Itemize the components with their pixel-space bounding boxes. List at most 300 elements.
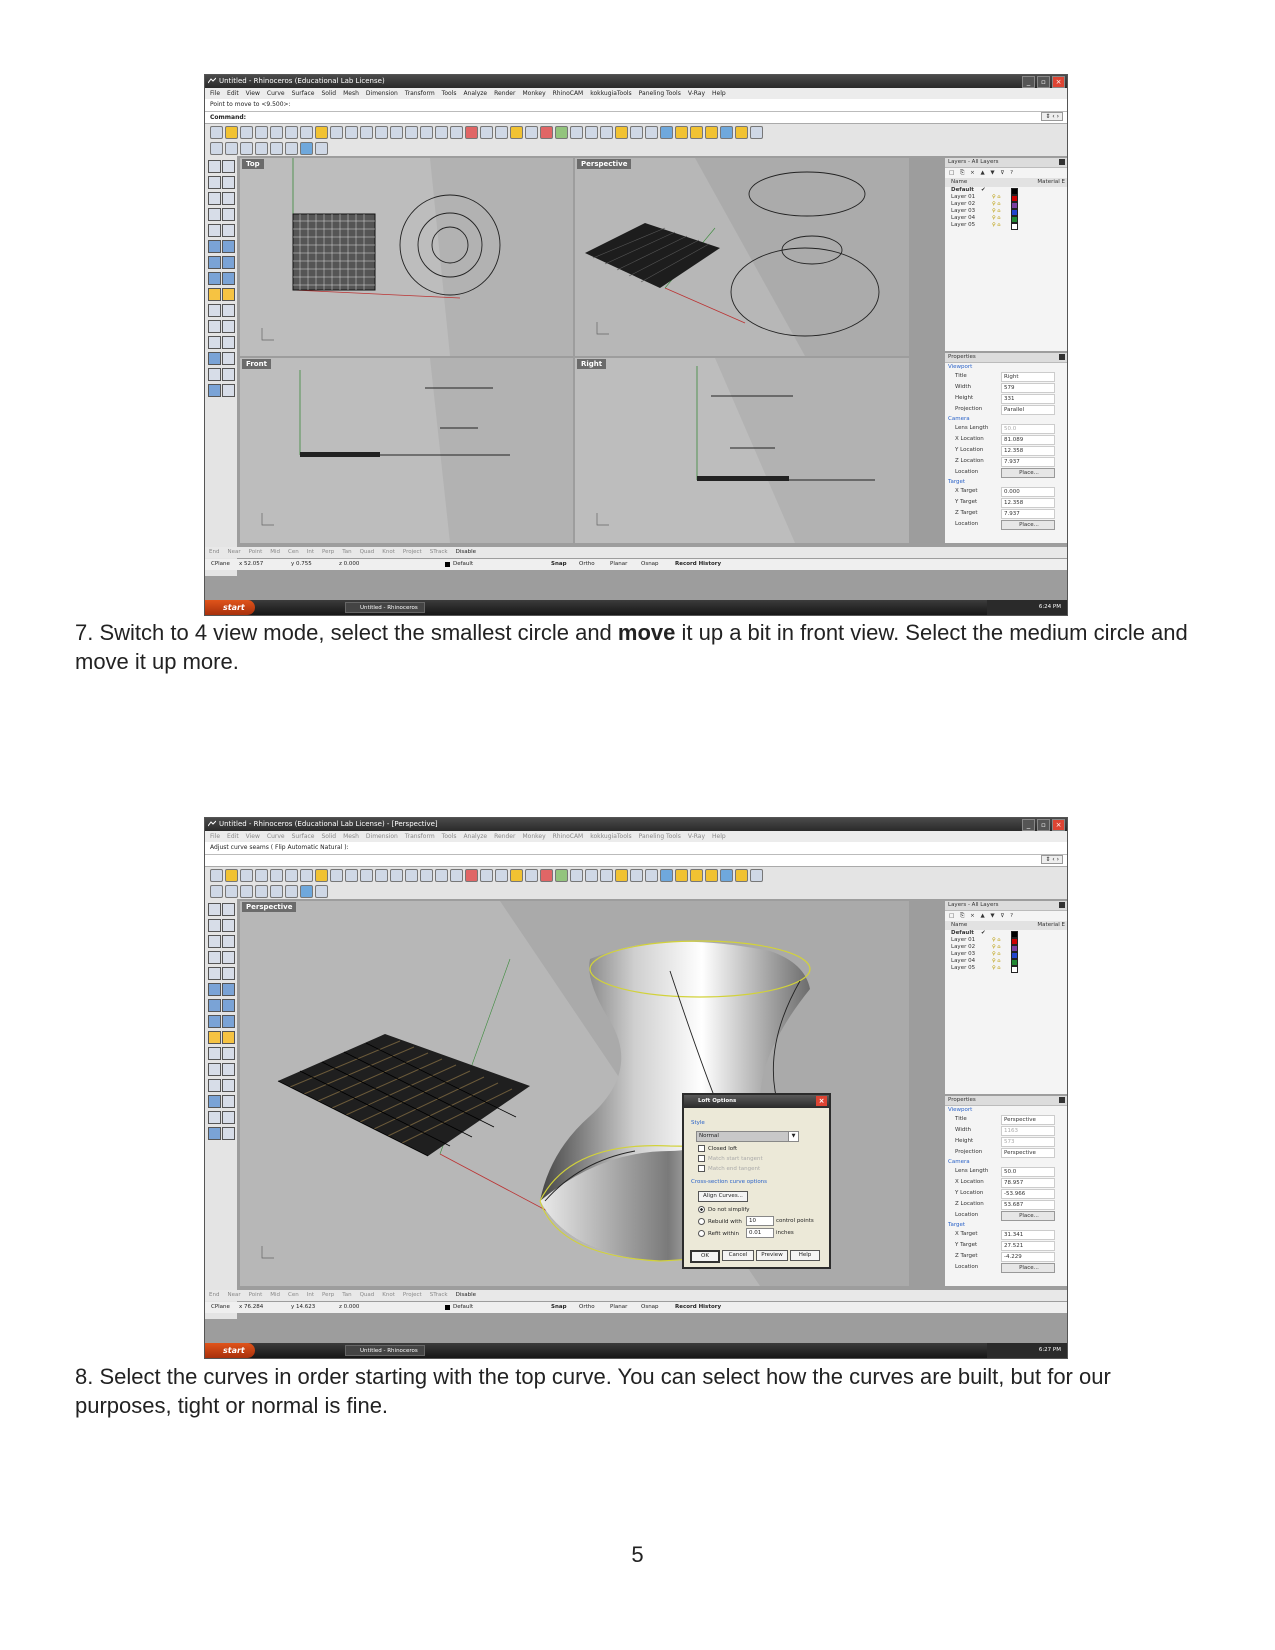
undo-view-icon[interactable] [435, 869, 448, 882]
viewport-title-top[interactable]: Top [242, 159, 264, 169]
property-value[interactable]: -53.966 [1001, 1189, 1055, 1199]
select-icon[interactable] [495, 126, 508, 139]
fillet-icon[interactable] [208, 1079, 221, 1092]
four-view-icon[interactable] [450, 869, 463, 882]
menu-item[interactable]: Solid [321, 833, 337, 840]
surface-icon[interactable] [208, 240, 221, 253]
color-icon[interactable] [555, 126, 568, 139]
arc-icon[interactable] [208, 967, 221, 980]
grid-icon[interactable] [240, 885, 253, 898]
group-icon[interactable] [222, 320, 235, 333]
property-value[interactable]: Right [1001, 372, 1055, 382]
select-arrow-icon[interactable] [208, 903, 221, 916]
import-icon[interactable] [270, 126, 283, 139]
layer-row[interactable] [945, 930, 1067, 937]
menu-item[interactable]: RhinoCAM [552, 90, 584, 97]
zoom-icon[interactable] [375, 126, 388, 139]
cplane-icon[interactable] [225, 142, 238, 155]
boolean-icon[interactable] [222, 272, 235, 285]
refit-tolerance-input[interactable]: 0.01 [746, 1228, 774, 1238]
osnap-option[interactable]: Knot [382, 1292, 395, 1298]
layer-color-swatch[interactable] [1011, 223, 1018, 230]
menu-item[interactable]: kokkugiaTools [590, 833, 632, 840]
menu-item[interactable]: File [210, 833, 221, 840]
menu-item[interactable]: Render [494, 833, 516, 840]
dialog-close-button[interactable]: × [816, 1096, 827, 1106]
lights-icon[interactable] [615, 869, 628, 882]
polyline-icon[interactable] [208, 176, 221, 189]
restore-button[interactable]: ▫ [1037, 819, 1050, 831]
zoom-selected-icon[interactable] [420, 126, 433, 139]
osnap-option[interactable]: Perp [322, 1292, 335, 1298]
zoom-window-icon[interactable] [390, 869, 403, 882]
ortho-toggle[interactable]: Ortho [579, 561, 595, 567]
paste-icon[interactable] [315, 869, 328, 882]
layer-row[interactable] [945, 937, 1067, 944]
property-value[interactable]: 331 [1001, 394, 1055, 404]
osnap-option[interactable]: Perp [322, 549, 335, 555]
new-file-icon[interactable] [210, 126, 223, 139]
menu-item[interactable]: V-Ray [687, 90, 706, 97]
rectangle-icon[interactable] [222, 208, 235, 221]
layer-row[interactable] [945, 951, 1067, 958]
set-cplane-icon[interactable] [465, 869, 478, 882]
fillet-icon[interactable] [208, 336, 221, 349]
light-bulb-icon[interactable]: ♀ ⌂ [992, 194, 1001, 200]
join-icon[interactable] [208, 1063, 221, 1076]
osnap-option[interactable]: End [209, 549, 220, 555]
select-icon[interactable] [495, 869, 508, 882]
viewport-title-right[interactable]: Right [577, 359, 606, 369]
ortho-icon[interactable] [270, 142, 283, 155]
planar-toggle[interactable]: Planar [610, 561, 628, 567]
viewport-properties-tab[interactable]: Viewport [948, 1107, 973, 1113]
help-icon[interactable] [660, 126, 673, 139]
place-target-button[interactable]: Place... [1001, 520, 1055, 530]
point-icon[interactable] [222, 903, 235, 916]
grid-snap-icon[interactable] [480, 869, 493, 882]
front-viewport[interactable] [240, 358, 573, 543]
layout-icon[interactable] [255, 142, 268, 155]
polygon-icon[interactable] [208, 951, 221, 964]
trim-icon[interactable] [208, 1047, 221, 1060]
zoom-window-icon[interactable] [390, 126, 403, 139]
light-bulb-icon[interactable]: ♀ ⌂ [992, 958, 1001, 964]
circle-icon[interactable] [208, 935, 221, 948]
osnap-option[interactable]: Cen [288, 1292, 299, 1298]
copy-icon[interactable] [300, 869, 313, 882]
pan-icon[interactable] [345, 869, 358, 882]
command-input[interactable] [205, 854, 1067, 866]
current-layer[interactable] [445, 1302, 473, 1313]
property-value[interactable]: 81.089 [1001, 435, 1055, 445]
property-value[interactable]: 50.0 [1001, 1167, 1055, 1177]
light-icon[interactable] [510, 869, 523, 882]
menu-item[interactable]: Help [712, 833, 726, 840]
ghosted-icon[interactable] [600, 869, 613, 882]
render-tools-icon[interactable] [222, 1127, 235, 1140]
menu-item[interactable]: Edit [227, 833, 239, 840]
offset-icon[interactable] [222, 336, 235, 349]
light-bulb-icon[interactable]: ♀ ⌂ [992, 951, 1001, 957]
fillet-curve-icon[interactable] [222, 967, 235, 980]
properties-icon[interactable] [645, 126, 658, 139]
osnap-option[interactable]: Mid [270, 549, 281, 555]
vray-light-icon[interactable] [735, 869, 748, 882]
menu-item[interactable]: Render [494, 90, 516, 97]
layer-toolbar[interactable]: □ ⎘ × ▲ ▼ ⊽ ? [949, 170, 1016, 176]
ellipse-icon[interactable] [222, 935, 235, 948]
layout-icon[interactable] [255, 885, 268, 898]
restore-button[interactable]: ▫ [1037, 76, 1050, 88]
osnap-toggle[interactable]: Osnap [641, 561, 659, 567]
layer-row[interactable] [945, 208, 1067, 215]
dimension-icon[interactable] [222, 1095, 235, 1108]
menu-item[interactable]: Tools [441, 90, 457, 97]
layer-row[interactable] [945, 222, 1067, 229]
menu-item[interactable]: Paneling Tools [638, 833, 681, 840]
planar-toggle[interactable]: Planar [610, 1304, 628, 1310]
split-icon[interactable] [222, 304, 235, 317]
slice-icon[interactable] [315, 142, 328, 155]
set-cplane-icon[interactable] [465, 126, 478, 139]
preview-button[interactable]: Preview [756, 1250, 788, 1261]
osnap-option[interactable]: Near [227, 1292, 241, 1298]
rotate-view-icon[interactable] [360, 126, 373, 139]
light-bulb-icon[interactable]: ♀ ⌂ [992, 944, 1001, 950]
curve-icon[interactable] [222, 919, 235, 932]
property-value[interactable]: 1163 [1001, 1126, 1055, 1136]
light-bulb-icon[interactable]: ♀ ⌂ [992, 215, 1001, 221]
osnap-option[interactable]: Tan [342, 1292, 352, 1298]
light-bulb-icon[interactable]: ♀ ⌂ [992, 208, 1001, 214]
shaded-icon[interactable] [570, 869, 583, 882]
property-value[interactable]: 7.937 [1001, 457, 1055, 467]
layer-toolbar[interactable]: □ ⎘ × ▲ ▼ ⊽ ? [949, 913, 1016, 919]
close-panel-icon[interactable] [1059, 902, 1065, 908]
render-tools-icon[interactable] [222, 384, 235, 397]
close-button[interactable]: × [1052, 76, 1065, 88]
split-icon[interactable] [222, 1047, 235, 1060]
property-value[interactable]: 31.341 [1001, 1230, 1055, 1240]
rectangle-icon[interactable] [222, 951, 235, 964]
vray-sphere-icon[interactable] [750, 869, 763, 882]
menu-item[interactable]: Transform [404, 90, 435, 97]
transform-icon[interactable] [208, 1111, 221, 1124]
menu-item[interactable]: Curve [266, 833, 285, 840]
array-icon[interactable] [222, 368, 235, 381]
join-icon[interactable] [208, 320, 221, 333]
arc-icon[interactable] [208, 224, 221, 237]
command-scroll-buttons[interactable]: ⇕ ‹ › [1041, 112, 1063, 121]
chevron-down-icon[interactable]: ▼ [788, 1131, 799, 1142]
property-value[interactable]: 12.358 [1001, 446, 1055, 456]
explode-icon[interactable] [222, 1031, 235, 1044]
place-camera-button[interactable]: Place... [1001, 1211, 1055, 1221]
copy-icon[interactable] [300, 126, 313, 139]
select-arrow-icon[interactable] [208, 160, 221, 173]
osnap-option[interactable]: Knot [382, 549, 395, 555]
menu-item[interactable]: Solid [321, 90, 337, 97]
ghosted-icon[interactable] [600, 126, 613, 139]
new-file-icon[interactable] [210, 869, 223, 882]
save-icon[interactable] [240, 126, 253, 139]
osnap-option[interactable]: Point [248, 1292, 263, 1298]
snap-toggle[interactable]: Snap [551, 561, 567, 567]
menu-item[interactable]: Monkey [522, 833, 546, 840]
undo-icon[interactable] [330, 126, 343, 139]
group-icon[interactable] [222, 1063, 235, 1076]
ellipse-icon[interactable] [222, 192, 235, 205]
layer-row[interactable] [945, 187, 1067, 194]
rendered-icon[interactable] [585, 126, 598, 139]
import-icon[interactable] [270, 869, 283, 882]
explode-icon[interactable] [222, 288, 235, 301]
refit-within-radio[interactable] [698, 1230, 739, 1237]
vray-render-icon[interactable] [675, 126, 688, 139]
osnap-option[interactable]: Point [248, 549, 263, 555]
sphere-icon[interactable] [222, 256, 235, 269]
osnap-toggle[interactable]: Osnap [641, 1304, 659, 1310]
rotate-view-icon[interactable] [360, 869, 373, 882]
ortho-icon[interactable] [270, 885, 283, 898]
circle-icon[interactable] [208, 192, 221, 205]
cut-icon[interactable] [285, 126, 298, 139]
osnap-disable[interactable]: Disable [455, 549, 477, 555]
property-value[interactable]: 12.358 [1001, 498, 1055, 508]
light-bulb-icon[interactable]: ♀ ⌂ [992, 937, 1001, 943]
viewport-title-front[interactable]: Front [242, 359, 271, 369]
taskbar-item-rhino[interactable] [345, 1345, 425, 1356]
osnap-option[interactable]: Cen [288, 549, 299, 555]
perspective-viewport[interactable] [575, 158, 909, 356]
osnap-option[interactable]: STrack [429, 1292, 448, 1298]
rendered-icon[interactable] [585, 869, 598, 882]
pan-icon[interactable] [345, 126, 358, 139]
render-icon[interactable] [540, 869, 553, 882]
osnap-option[interactable]: Quad [359, 549, 375, 555]
box-icon[interactable] [208, 999, 221, 1012]
menu-item[interactable]: View [245, 833, 260, 840]
box-icon[interactable] [208, 256, 221, 269]
match-end-tangent-checkbox[interactable] [698, 1165, 760, 1172]
options-icon[interactable] [630, 126, 643, 139]
layer-row[interactable] [945, 194, 1067, 201]
align-curves-button[interactable]: Align Curves... [698, 1191, 748, 1202]
slice-icon[interactable] [315, 885, 328, 898]
text-icon[interactable] [208, 1095, 221, 1108]
menu-item[interactable]: RhinoCAM [552, 833, 584, 840]
zoom-extents-icon[interactable] [405, 869, 418, 882]
menu-item[interactable]: Analyze [463, 833, 488, 840]
light-bulb-icon[interactable]: ♀ ⌂ [992, 201, 1001, 207]
vray-sphere-icon[interactable] [750, 126, 763, 139]
osnap-disable[interactable]: Disable [455, 1292, 477, 1298]
cut-icon[interactable] [285, 869, 298, 882]
property-value[interactable]: 53.687 [1001, 1200, 1055, 1210]
help-icon[interactable] [660, 869, 673, 882]
osnap-option[interactable]: Quad [359, 1292, 375, 1298]
light-bulb-icon[interactable]: ♀ ⌂ [992, 965, 1001, 971]
grid-icon[interactable] [240, 142, 253, 155]
fillet-curve-icon[interactable] [222, 224, 235, 237]
color-icon[interactable] [555, 869, 568, 882]
open-file-icon[interactable] [225, 126, 238, 139]
layer-color-swatch[interactable] [1011, 966, 1018, 973]
layer-row[interactable] [945, 944, 1067, 951]
close-panel-icon[interactable] [1059, 1097, 1065, 1103]
snap-grid-icon[interactable] [210, 142, 223, 155]
properties-icon[interactable] [645, 869, 658, 882]
lights-icon[interactable] [615, 126, 628, 139]
match-start-tangent-checkbox[interactable] [698, 1155, 763, 1162]
property-value[interactable]: 0.000 [1001, 487, 1055, 497]
do-not-simplify-radio[interactable] [698, 1206, 750, 1213]
gumball-icon[interactable] [300, 142, 313, 155]
vray-options-icon[interactable] [690, 126, 703, 139]
place-target-button[interactable]: Place... [1001, 1263, 1055, 1273]
polyline-icon[interactable] [208, 919, 221, 932]
mesh-icon[interactable] [208, 1031, 221, 1044]
osnap-option[interactable]: Project [402, 549, 422, 555]
text-icon[interactable] [208, 352, 221, 365]
lock-icon[interactable] [525, 869, 538, 882]
osnap-option[interactable]: Int [306, 1292, 314, 1298]
loft-icon[interactable] [222, 983, 235, 996]
current-layer[interactable] [445, 559, 473, 570]
minimize-button[interactable]: _ [1022, 819, 1035, 831]
command-scroll-buttons[interactable]: ⇕ ‹ › [1041, 855, 1063, 864]
snap-grid-icon[interactable] [210, 885, 223, 898]
vray-render-icon[interactable] [675, 869, 688, 882]
menu-item[interactable]: Edit [227, 90, 239, 97]
light-bulb-icon[interactable]: ♀ ⌂ [992, 222, 1001, 228]
four-view-icon[interactable] [450, 126, 463, 139]
menu-item[interactable]: Tools [441, 833, 457, 840]
menu-item[interactable]: Help [712, 90, 726, 97]
curve-icon[interactable] [222, 176, 235, 189]
print-icon[interactable] [255, 126, 268, 139]
osnap-option[interactable]: Tan [342, 549, 352, 555]
open-file-icon[interactable] [225, 869, 238, 882]
projection-dropdown[interactable]: Parallel [1001, 405, 1055, 415]
layer-row[interactable] [945, 958, 1067, 965]
style-select[interactable]: Normal [696, 1131, 790, 1142]
ok-button[interactable]: OK [690, 1250, 720, 1263]
osnap-option[interactable]: Int [306, 549, 314, 555]
undo-view-icon[interactable] [435, 126, 448, 139]
undo-icon[interactable] [330, 869, 343, 882]
point-icon[interactable] [222, 160, 235, 173]
polygon-icon[interactable] [208, 208, 221, 221]
top-viewport[interactable] [240, 158, 573, 356]
menu-item[interactable]: Dimension [365, 833, 398, 840]
cplane-icon[interactable] [225, 885, 238, 898]
print-icon[interactable] [255, 869, 268, 882]
viewport-title-perspective[interactable]: Perspective [242, 902, 296, 912]
menu-item[interactable]: Monkey [522, 90, 546, 97]
menu-item[interactable]: Curve [266, 90, 285, 97]
paste-icon[interactable] [315, 126, 328, 139]
transform-icon[interactable] [208, 368, 221, 381]
osnap-option[interactable]: End [209, 1292, 220, 1298]
osnap-option[interactable]: Near [227, 549, 241, 555]
ortho-toggle[interactable]: Ortho [579, 1304, 595, 1310]
menu-item[interactable]: Dimension [365, 90, 398, 97]
viewport-properties-tab[interactable]: Viewport [948, 364, 973, 370]
property-value[interactable]: -4.229 [1001, 1252, 1055, 1262]
snap-toggle[interactable]: Snap [551, 1304, 567, 1310]
start-button[interactable] [205, 600, 255, 615]
place-camera-button[interactable]: Place... [1001, 468, 1055, 478]
rebuild-with-radio[interactable] [698, 1218, 742, 1225]
menu-item[interactable]: Mesh [343, 833, 359, 840]
start-button[interactable] [205, 1343, 255, 1358]
menu-item[interactable]: kokkugiaTools [590, 90, 632, 97]
dimension-icon[interactable] [222, 352, 235, 365]
vray-material-icon[interactable] [705, 869, 718, 882]
menu-item[interactable]: Analyze [463, 90, 488, 97]
zoom-extents-icon[interactable] [405, 126, 418, 139]
command-input[interactable] [205, 111, 1067, 123]
shaded-icon[interactable] [570, 126, 583, 139]
layer-row[interactable] [945, 215, 1067, 222]
options-icon[interactable] [630, 869, 643, 882]
light-icon[interactable] [510, 126, 523, 139]
property-value[interactable]: 579 [1001, 383, 1055, 393]
vray-frame-icon[interactable] [720, 869, 733, 882]
property-value[interactable]: 50.0 [1001, 424, 1055, 434]
zoom-icon[interactable] [375, 869, 388, 882]
menu-item[interactable]: Transform [404, 833, 435, 840]
property-value[interactable]: 78.957 [1001, 1178, 1055, 1188]
close-panel-icon[interactable] [1059, 354, 1065, 360]
analyze-icon[interactable] [208, 384, 221, 397]
projection-dropdown[interactable]: Perspective [1001, 1148, 1055, 1158]
analyze-icon[interactable] [208, 1127, 221, 1140]
property-value[interactable]: 573 [1001, 1137, 1055, 1147]
sphere-icon[interactable] [222, 999, 235, 1012]
property-value[interactable]: 7.937 [1001, 509, 1055, 519]
taskbar-item-rhino[interactable] [345, 602, 425, 613]
osnap-option[interactable]: Project [402, 1292, 422, 1298]
points-icon[interactable] [285, 885, 298, 898]
osnap-option[interactable]: Mid [270, 1292, 281, 1298]
rebuild-count-input[interactable]: 10 [746, 1216, 774, 1226]
lock-icon[interactable] [525, 126, 538, 139]
property-value[interactable]: 27.521 [1001, 1241, 1055, 1251]
render-icon[interactable] [540, 126, 553, 139]
mesh-icon[interactable] [208, 288, 221, 301]
surface-icon[interactable] [208, 983, 221, 996]
offset-icon[interactable] [222, 1079, 235, 1092]
points-icon[interactable] [285, 142, 298, 155]
vray-light-icon[interactable] [735, 126, 748, 139]
grid-snap-icon[interactable] [480, 126, 493, 139]
record-history-toggle[interactable]: Record History [675, 1304, 722, 1310]
loft-icon[interactable] [222, 240, 235, 253]
gumball-icon[interactable] [300, 885, 313, 898]
layer-row[interactable] [945, 201, 1067, 208]
zoom-selected-icon[interactable] [420, 869, 433, 882]
viewport-title-perspective[interactable]: Perspective [577, 159, 631, 169]
close-button[interactable]: × [1052, 819, 1065, 831]
perspective-viewport[interactable] [240, 901, 909, 1286]
osnap-option[interactable]: STrack [429, 549, 448, 555]
close-panel-icon[interactable] [1059, 159, 1065, 165]
menu-item[interactable]: Paneling Tools [638, 90, 681, 97]
cylinder-icon[interactable] [208, 272, 221, 285]
